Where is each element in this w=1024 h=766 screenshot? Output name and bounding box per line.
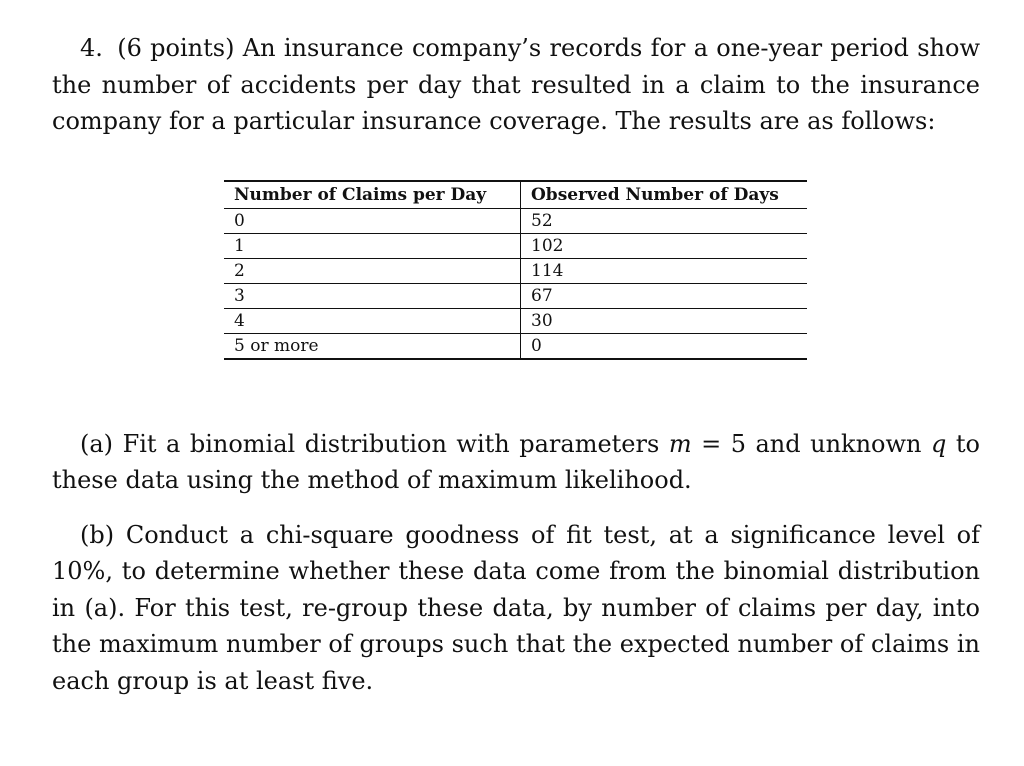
part-a-var-q: q (931, 429, 947, 458)
days-cell: 52 (521, 208, 808, 233)
header-claims-per-day: Number of Claims per Day (224, 181, 521, 209)
question-intro-text: (6 points) An insurance company’s records for a one-year period show the number of accidents per day that resulted in a claim to the insurance company for a particular insurance coverage. The results are as follows: (52, 34, 980, 135)
question-intro (52, 30, 980, 140)
table-row (224, 308, 807, 333)
part-b (52, 517, 980, 700)
table-row (224, 333, 807, 359)
table-row (224, 208, 807, 233)
days-cell: 30 (521, 308, 808, 333)
part-a-var-m: m (668, 429, 692, 458)
claims-table (224, 180, 807, 360)
days-cell: 0 (531, 335, 542, 356)
claims-cell: 3 (224, 283, 521, 308)
header-observed-days: Observed Number of Days (521, 181, 808, 209)
problem-page (52, 30, 980, 699)
days-cell: 102 (521, 233, 808, 258)
part-a-eq: = 5 and unknown (701, 429, 922, 458)
claims-cell: 2 (224, 258, 521, 283)
table-row (224, 283, 807, 308)
part-b-text: Conduct a chi-square goodness of fit test, at a significance level of 10%, to determine whether these data come from the binomial distribution in (a). For this test, re-group these data, by number of claims per day, into the maximum number of groups such that the expected number of claims in each group is at least five. (52, 520, 980, 695)
part-a-label: (a) (80, 429, 114, 458)
claims-table-container (224, 180, 807, 360)
part-a-text-1: Fit a binomial distribution with parameters (122, 429, 660, 458)
question-number: 4. (80, 34, 103, 62)
days-cell: 67 (521, 283, 808, 308)
claims-cell: 0 (224, 208, 521, 233)
days-cell: 114 (521, 258, 808, 283)
part-b-label: (b) (80, 520, 115, 549)
part-a-text-2: to these data using the method of maximum likelihood. (52, 429, 980, 494)
part-a (52, 426, 980, 499)
table-row (224, 233, 807, 258)
claims-cell: 1 (224, 233, 521, 258)
claims-cell: 4 (224, 308, 521, 333)
claims-cell: 5 or more (224, 333, 521, 359)
table-header-row (224, 181, 807, 209)
table-row (224, 258, 807, 283)
